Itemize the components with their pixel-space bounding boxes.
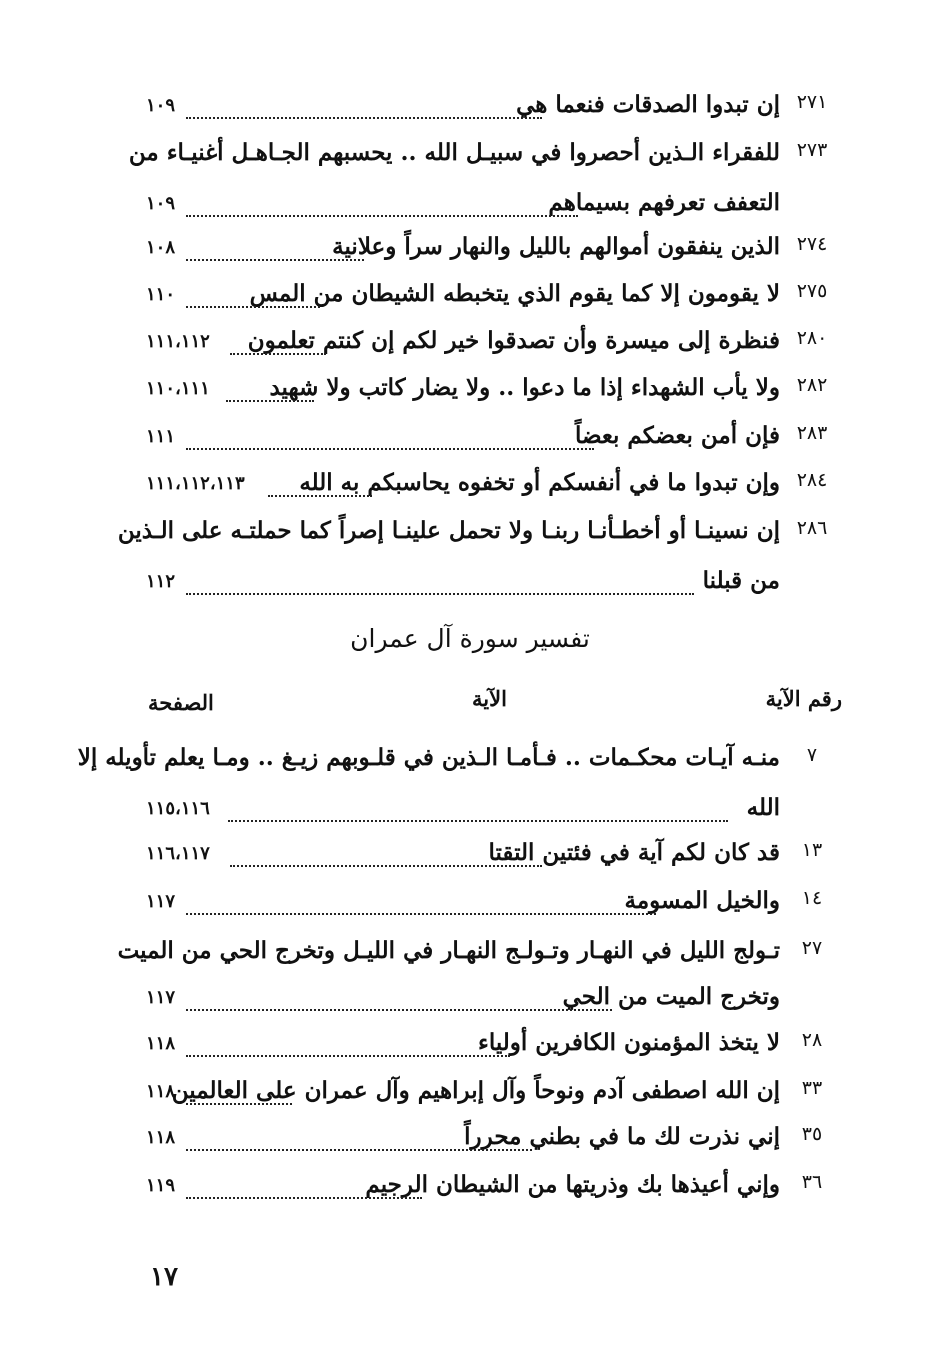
verse-text: منـه آيـات محكـمات .. فـأمـا الـذين في قلـوبهم زيـغ .. ومـا يعلم تأويله إلا	[77, 744, 780, 771]
verse-text: إني نذرت لك ما في بطني محرراً	[464, 1123, 780, 1150]
verse-number: ٢٧٥	[796, 280, 828, 302]
page-reference: ١١١،١١٢،١١٣	[146, 473, 245, 494]
dot-leader	[230, 865, 542, 867]
dot-leader	[186, 117, 542, 119]
page-reference: ١١٠،١١١	[146, 378, 210, 399]
verse-text: وإن تبدوا ما في أنفسكم أو تخفوه يحاسبكم به الله	[299, 469, 780, 496]
verse-text: إن نسينـا أو أخطـأنـا ربنـا ولا تحمل علينـا إصراً كما حملتـه على الـذين	[117, 517, 780, 544]
dot-leader	[186, 1009, 612, 1011]
verse-text: لا يقومون إلا كما يقوم الذي يتخبطه الشيطان من المس	[249, 280, 780, 307]
verse-number: ٢٨٣	[796, 422, 828, 444]
verse-number: ٢٨	[801, 1029, 823, 1051]
dot-leader	[186, 215, 578, 217]
page-reference: ١١٧	[146, 891, 176, 912]
page-reference: ١١٩	[146, 1175, 176, 1196]
verse-number: ٣٥	[801, 1123, 823, 1145]
page-reference: ١١٢	[146, 571, 176, 592]
verse-text-continued: من قبلنا	[702, 567, 780, 594]
page-reference: ١١٨	[146, 1081, 176, 1102]
verse-number: ٢٨٤	[796, 469, 828, 491]
verse-text: للفقراء الـذين أحصروا في سبيـل الله .. يحسبهم الجـاهـل أغنيـاء من	[128, 139, 780, 166]
page-reference: ١١٨	[146, 1127, 176, 1148]
section-title: تفسير سورة آل عمران	[350, 624, 590, 653]
column-header-verse-number: رقم الآية	[765, 686, 842, 711]
verse-text: وإني أعيذها بك وذريتها من الشيطان الرجيم	[365, 1171, 780, 1198]
verse-text: لا يتخذ المؤمنون الكافرين أولياء	[478, 1029, 780, 1056]
verse-number: ٢٧٣	[796, 139, 828, 161]
page-reference: ١١٧	[146, 987, 176, 1008]
dot-leader	[186, 1149, 532, 1151]
verse-text: الذين ينفقون أموالهم بالليل والنهار سراً وعلانية	[332, 233, 780, 260]
dot-leader	[186, 1103, 292, 1105]
verse-text-continued: الله	[746, 794, 780, 821]
dot-leader	[186, 259, 364, 261]
verse-text-continued: التعفف تعرفهم بسيماهم	[548, 189, 780, 216]
verse-number: ٢٧	[801, 937, 823, 959]
verse-number: ٢٨٠	[796, 327, 828, 349]
page-reference: ١١٠	[146, 284, 176, 305]
dot-leader	[230, 353, 326, 355]
verse-number: ٢٨٢	[796, 374, 828, 396]
page-reference: ١١٥،١١٦	[146, 798, 210, 819]
verse-text: فإن أمن بعضكم بعضاً	[574, 422, 780, 449]
dot-leader	[228, 820, 728, 822]
column-header-page: الصفحة	[148, 690, 214, 715]
verse-text: فنظرة إلى ميسرة وأن تصدقوا خير لكم إن كنتم تعلمون	[247, 327, 780, 354]
dot-leader	[186, 1055, 510, 1057]
page-reference: ١١٦،١١٧	[146, 843, 210, 864]
page-number: ١٧	[150, 1262, 178, 1292]
dot-leader	[186, 448, 594, 450]
verse-text: إن الله اصطفى آدم ونوحاً وآل إبراهيم وآل عمران على العالمين	[171, 1077, 780, 1104]
verse-number: ١٣	[801, 839, 823, 861]
page-reference: ١١١،١١٢	[146, 331, 210, 352]
verse-number: ٣٦	[801, 1171, 823, 1193]
column-header-verse: الآية	[472, 686, 507, 711]
dot-leader	[186, 913, 656, 915]
dot-leader	[186, 593, 694, 595]
dot-leader	[186, 1197, 422, 1199]
page-reference: ١١١	[146, 426, 176, 447]
verse-number: ٢٧١	[796, 91, 828, 113]
verse-text: قد كان لكم آية في فئتين التقتا	[488, 839, 780, 866]
page-reference: ١٠٩	[146, 95, 176, 116]
dot-leader	[186, 306, 320, 308]
verse-number: ٣٣	[801, 1077, 823, 1099]
verse-number: ١٤	[801, 887, 823, 909]
verse-text: تـولج الليل في النهـار وتـولـج النهـار في الليـل وتخرج الحي من الميت	[117, 937, 780, 964]
verse-number: ٧	[806, 744, 818, 766]
dot-leader	[226, 400, 314, 402]
verse-text: والخيل المسومة	[624, 887, 780, 914]
verse-number: ٢٧٤	[796, 233, 828, 255]
page-reference: ١٠٩	[146, 193, 176, 214]
page-reference: ١٠٨	[146, 237, 176, 258]
page-reference: ١١٨	[146, 1033, 176, 1054]
dot-leader	[268, 495, 372, 497]
verse-text: إن تبدوا الصدقات فنعما هي	[516, 91, 780, 118]
verse-number: ٢٨٦	[796, 517, 828, 539]
verse-text: ولا يأب الشهداء إذا ما دعوا .. ولا يضار كاتب ولا شهيد	[269, 374, 780, 401]
verse-text-continued: وتخرج الميت من الحي	[562, 983, 780, 1010]
